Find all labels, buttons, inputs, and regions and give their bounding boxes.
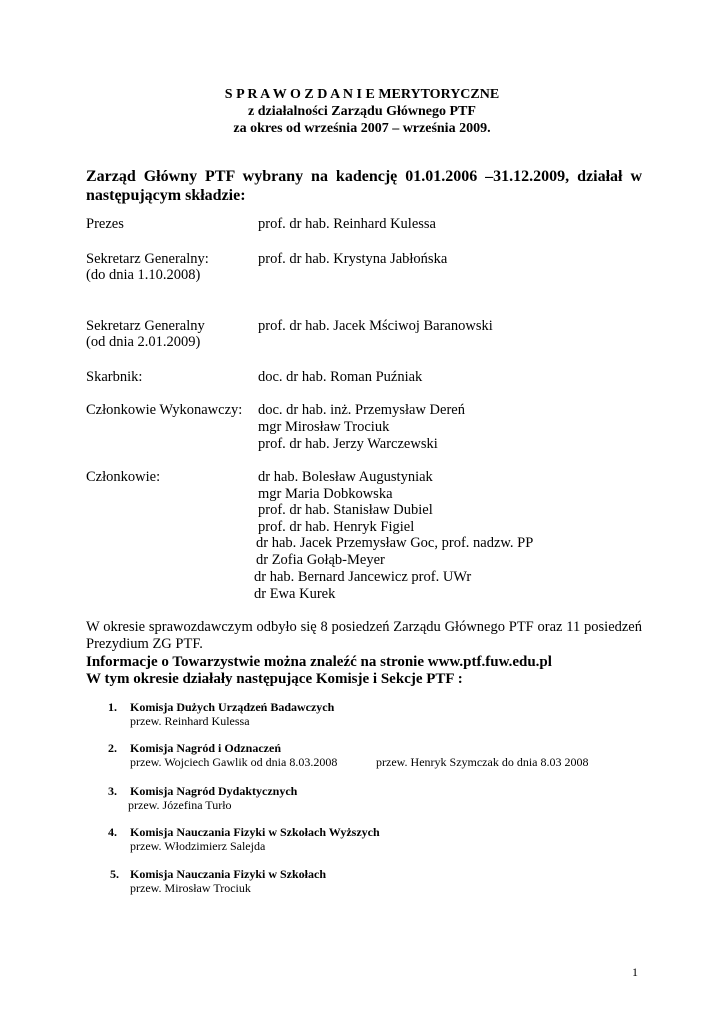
commission-chair: przew. Mirosław Trociuk <box>130 881 251 895</box>
commission-name: Komisja Nauczania Fizyki w Szkołach Wyższych <box>130 825 380 839</box>
commission-item <box>108 741 281 756</box>
board-member: dr hab. Bolesław Augustyniak <box>258 469 433 485</box>
commission-item <box>110 867 326 882</box>
commission-chair: przew. Wojciech Gawlik od dnia 8.03.2008 <box>130 755 338 769</box>
commission-chair-previous: przew. Henryk Szymczak do dnia 8.03 2008 <box>376 755 589 769</box>
board-member: prof. dr hab. Henryk Figiel <box>258 519 415 535</box>
commission-chair: przew. Józefina Turło <box>128 798 232 812</box>
board-member: dr hab. Jacek Przemysław Goc, prof. nadzw. PP <box>256 535 534 551</box>
commission-number: 1. <box>108 700 117 714</box>
secretary2-name: prof. dr hab. Jacek Mściwoj Baranowski <box>258 318 493 334</box>
board-member: dr hab. Bernard Jancewicz prof. UWr <box>254 569 472 585</box>
secretary1-note: (do dnia 1.10.2008) <box>86 267 201 283</box>
board-member: mgr Maria Dobkowska <box>258 486 393 502</box>
commission-name: Komisja Nagród i Odznaczeń <box>130 741 281 755</box>
report-subtitle: z działalności Zarządu Głównego PTF <box>248 104 476 119</box>
board-member: prof. dr hab. Stanisław Dubiel <box>258 502 433 518</box>
commission-item <box>108 784 297 799</box>
treasurer-name: doc. dr hab. Roman Puźniak <box>258 369 423 385</box>
board-intro: Zarząd Główny PTF wybrany na kadencję 01.01.2006 –31.12.2009, działał w następującym składzie: <box>86 168 642 204</box>
commission-name: Komisja Nagród Dydaktycznych <box>130 784 298 798</box>
commission-number: 4. <box>108 825 117 839</box>
commission-chair: przew. Włodzimierz Salejda <box>130 839 266 853</box>
board-member: dr Ewa Kurek <box>254 586 336 602</box>
secretary1-name: prof. dr hab. Krystyna Jabłońska <box>258 251 448 267</box>
board-member: dr Zofia Gołąb-Meyer <box>256 552 385 568</box>
president-role: Prezes <box>86 216 124 232</box>
commission-item <box>108 825 380 840</box>
meetings-paragraph: W okresie sprawozdawczym odbyło się 8 posiedzeń Zarządu Głównego PTF oraz 11 posiedzeń Prezydium ZG PTF. <box>86 619 642 652</box>
commission-chair: przew. Reinhard Kulessa <box>130 714 250 728</box>
report-period: za okres od września 2007 – września 2009. <box>233 121 491 136</box>
executive-member: doc. dr hab. inż. Przemysław Dereń <box>258 402 465 418</box>
commission-number: 3. <box>108 784 117 798</box>
executive-member: mgr Mirosław Trociuk <box>258 419 390 435</box>
treasurer-role: Skarbnik: <box>86 369 143 385</box>
website-info: Informacje o Towarzystwie można znaleźć na stronie www.ptf.fuw.edu.pl <box>86 654 552 670</box>
secretary1-role: Sekretarz Generalny: <box>86 251 209 267</box>
commission-number: 5. <box>110 867 119 881</box>
executive-role: Członkowie Wykonawczy: <box>86 402 243 418</box>
members-role: Członkowie: <box>86 469 161 485</box>
executive-member: prof. dr hab. Jerzy Warczewski <box>258 436 438 452</box>
secretary2-note: (od dnia 2.01.2009) <box>86 334 201 350</box>
commission-name: Komisja Nauczania Fizyki w Szkołach <box>130 867 327 881</box>
president-name: prof. dr hab. Reinhard Kulessa <box>258 216 436 232</box>
commissions-heading: W tym okresie działały następujące Komisje i Sekcje PTF : <box>86 671 463 687</box>
commission-name: Komisja Dużych Urządzeń Badawczych <box>130 700 335 714</box>
report-title: S P R A W O Z D A N I E MERYTORYCZNE <box>224 87 500 102</box>
secretary2-role: Sekretarz Generalny <box>86 318 205 334</box>
commission-number: 2. <box>108 741 117 755</box>
commission-item <box>108 700 334 715</box>
page-number: 1 <box>632 965 638 979</box>
